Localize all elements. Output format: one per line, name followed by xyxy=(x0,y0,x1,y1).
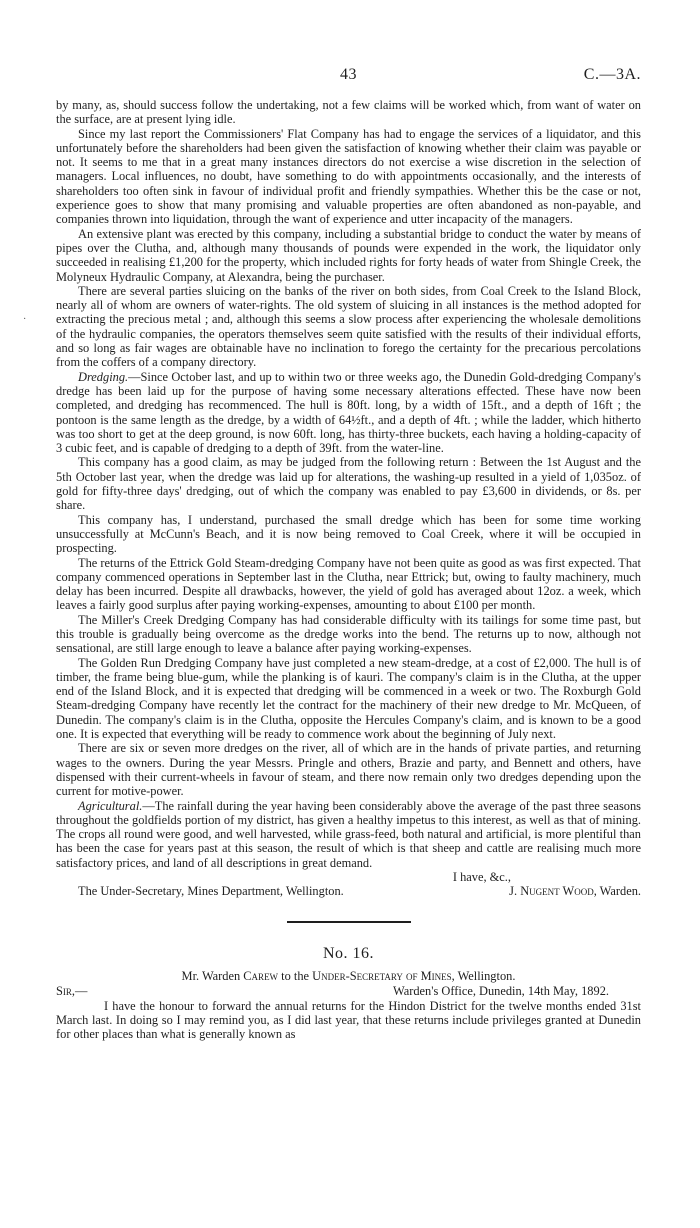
warden-name: Carew xyxy=(243,968,279,983)
paragraph-small-dredge: This company has, I understand, purchased the small dredge which has been for some time working unsuccessfully at McCunn's Beach, and it is now being removed to Coal Creek, where it will be occupied in prospecting. xyxy=(56,512,641,556)
addressee: The Under-Secretary, Mines Department, Wellington. xyxy=(78,884,344,899)
section-title: Mr. Warden Carew to the Under-Secretary of Mines, Wellington. xyxy=(181,968,516,983)
salutation-line xyxy=(56,984,641,999)
section-number: No. 16. xyxy=(322,944,375,962)
office-dateline: Warden's Office, Dunedin, 14th May, 1892. xyxy=(393,983,609,998)
page-header xyxy=(56,0,641,98)
paragraph-millers-creek: The Miller's Creek Dredging Company has had considerable difficulty with its tailings for some time past, but this trouble is gradually being overcome as the dredge works into the bend. The returns up to now, although not sensational, are still large enough to leave a balance after paying working-expenses. xyxy=(56,612,641,656)
page-number: 43 xyxy=(340,66,357,83)
paragraph-commissioners-flat: Since my last report the Commissioners' Flat Company has had to engage the services of a liquidator, and this unfortunately before the shareholders had been given the satisfaction of knowing whether their claim was payable or not. It seems to me that in a great many instances directors do not exercise a wise discretion in the selection of managers. Local influences, no doubt, have something to do with appointments occasionally, and the interests of shareholders too often sink in favour of individual profit and friendly sympathies. Whether this be the case or not, experience goes to show that many promising and valuable properties are often abandoned as non-payable, and companies thrown into liquidation, through the want of experience and utter incapacity of the managers. xyxy=(56,126,641,227)
document-reference: C.—3A. xyxy=(583,66,641,83)
margin-mark: · xyxy=(23,314,27,325)
report-body xyxy=(56,98,641,899)
paragraph-ettrick: The returns of the Ettrick Gold Steam-dredging Company have not been quite as good as was first expected. That company commenced operations in September last in the Clutha, near Ettrick; but, owing to faulty machinery, much delay has been incurred. Despite all drawbacks, however, the yield of gold has averaged about 12oz. a week, which leaves a fairly good surplus after paying working-expenses, amounting to about £100 per month. xyxy=(56,555,641,613)
paragraph-agricultural xyxy=(56,799,641,870)
paragraph-dredging xyxy=(56,370,641,456)
paragraph-more-dredges: There are six or seven more dredges on the river, all of which are in the hands of private parties, and returning wages to the owners. During the year Messrs. Pringle and others, Brazie and party, and Bennett and others, have dispensed with their current-wheels in favour of steam, and there now remain only two dredges depending upon the current for motive-power. xyxy=(56,741,641,799)
signoff: I have, &c., xyxy=(452,870,511,885)
agricultural-heading: Agricultural. xyxy=(78,798,143,813)
dredging-text: —Since October last, and up to within two or three weeks ago, the Dunedin Gold-dredging Company's dredge has been laid up for the purpose of having some necessary alterations effected. These have now been completed, and dredging has recommenced. The hull is 80ft. long, by a width of 15ft., and a depth of 16ft ; the pontoon is the same length as the dredge, by a width of 64½ft., and a depth of 4ft. ; while the ladder, which hitherto was too short to get at the deep ground, is now 60ft. long, has thirty-three buckets, each having a holding-capacity of 3 cubic feet, and is capable of dredging to a depth of 39ft. from the water-line. xyxy=(56,369,641,456)
paragraph-good-claim: This company has a good claim, as may be judged from the following return : Between the 1st August and the 5th October last year, when the dredge was laid up for alterations, the washing-up resulted in a yield of 1,035oz. of gold for fifty-three days' dredging, out of which the company was enabled to pay £3,600 in dividends, or 8s. per share. xyxy=(56,455,641,513)
paragraph-extensive-plant: An extensive plant was erected by this company, including a substantial bridge to conduct the water by means of pipes over the Clutha, and, although many thousands of pounds were expended in the work, the liquidator only succeeded in realising £1,200 for the property, which included rights for forty heads of water from Shingle Creek, the Molyneux Hydraulic Company, at Alexandra, being the purchaser. xyxy=(56,226,641,284)
agricultural-text: —The rainfall during the year having been considerably above the average of the past three seasons throughout the goldfields portion of my district, has given a healthy impetus to this interest, as well as that of mining. The crops all round were good, and well harvested, while grass-feed, both natural and artificial, is more plentiful than has been the case for years past at this season, the result of which is that sheep and cattle are realising much more satisfactory prices, and land of all descriptions in great demand. xyxy=(56,798,641,870)
letter-paragraph: I have the honour to forward the annual returns for the Hindon District for the twelve months ended 31st March last. In doing so I may remind you, as I did last year, that these returns include privileges granted at Dunedin for other places than what is generally known as xyxy=(56,998,641,1042)
paragraph-continuation: by many, as, should success follow the undertaking, not a few claims will be worked which, from want of water on the surface, are at present lying idle. xyxy=(56,98,641,127)
paragraph-sluicing: There are several parties sluicing on the banks of the river on both sides, from Coal Creek to the Island Block, nearly all of whom are owners of water-rights. The old system of sluicing in all instances is the method adopted for extracting the precious metal ; and, although this seems a slow process after experiencing the wholesale demolitions of the hydraulic companies, the operators themselves seem quite satisfied with the results of their individual efforts, and so long as fair wages are obtainable have no inclination to forego the certainty for the precarious percolations from the coffers of a company directory. xyxy=(56,283,641,370)
recipient-name: Under-Secretary of Mines xyxy=(312,968,452,983)
document-page xyxy=(56,0,641,1042)
dredging-heading: Dredging. xyxy=(78,369,129,384)
paragraph-golden-run: The Golden Run Dredging Company have just completed a new steam-dredge, at a cost of £2,000. The hull is of timber, the frame being blue-gum, while the planking is of kauri. The company's claim is in the Clutha, at the upper end of the Island Block, and it is expected that dredging will be commenced in a week or two. The Roxburgh Gold Steam-dredging Company have recently let the contract for the machinery of their new dredge to Mr. McQueen, of Dunedin. The company's claim is in the Clutha, opposite the Hercules Company's claim, and is known to be a good one. It is expected that everything will be ready to commence work about the beginning of July next. xyxy=(56,655,641,742)
signature-line xyxy=(56,884,641,898)
section-divider xyxy=(287,921,411,923)
salutation: Sir,— xyxy=(56,983,88,998)
signature-name: Nugent Wood xyxy=(520,884,594,899)
signature: J. Nugent Wood, Warden. xyxy=(509,884,641,899)
